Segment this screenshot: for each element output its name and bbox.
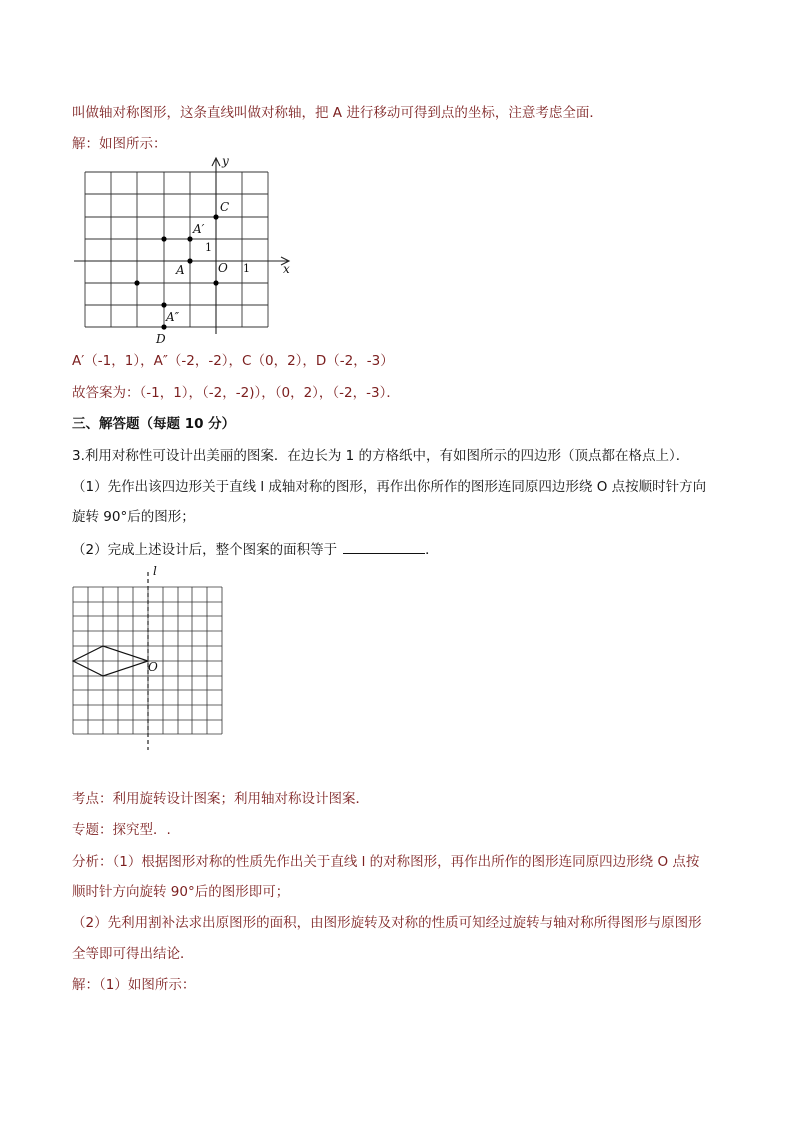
intro-text: 叫做轴对称图形，这条直线叫做对称轴，把 A 进行移动可得到点的坐标，注意考虑全面．: [72, 105, 603, 121]
kaodian-line: 考点：利用旋转设计图案；利用轴对称设计图案．: [72, 791, 369, 807]
point-C: [213, 214, 218, 219]
point-A: [187, 258, 192, 263]
label-A-prime: A′: [193, 222, 205, 236]
question-3-stem: 3.利用对称性可设计出美丽的图案．在边长为 1 的方格纸中，有如图所示的四边形（顶点都在格点上）．: [72, 448, 690, 464]
zhuanti-line: 专题：探究型．.: [72, 822, 171, 838]
coords-line: A′（-1，1），A″（-2，-2），C（0，2），D（-2，-3）: [72, 353, 394, 369]
point-A-prime: [187, 236, 192, 241]
jie-line: 解：（1）如图所示：: [72, 977, 196, 993]
question-3-part2-text: （2）完成上述设计后，整个图案的面积等于: [72, 542, 338, 558]
point-unlabeled-2: [213, 280, 218, 285]
solution-label: 解：如图所示：: [72, 136, 167, 152]
y-axis-label: y: [222, 154, 229, 168]
grid-lines: [85, 172, 268, 327]
point-unlabeled: [161, 236, 166, 241]
point-A-double-prime: [161, 302, 166, 307]
label-one-y: 1: [205, 241, 212, 254]
label-C: C: [220, 200, 230, 214]
question-3-part1-line2: 旋转 90°后的图形；: [72, 509, 195, 525]
coordinate-grid-figure: [70, 152, 300, 350]
design-grid-figure: [68, 562, 228, 754]
point-D: [161, 324, 166, 329]
label-A-double-prime: A″: [166, 310, 180, 324]
question-3-part2: （2）完成上述设计后，整个图案的面积等于 ．: [72, 539, 439, 560]
label-A: A: [176, 263, 185, 277]
fenxi-line-1: 分析：（1）根据图形对称的性质先作出关于直线 l 的对称图形，再作出所作的图形连同原四边形绕 O 点按: [72, 854, 700, 870]
section-heading: 三、解答题（每题 10 分）: [72, 416, 236, 432]
answer-blank: [343, 539, 425, 554]
point-unlabeled-3: [134, 280, 139, 285]
label-one-x: 1: [243, 262, 250, 275]
line-l-label: l: [153, 564, 157, 578]
question-3-part1-line1: （1）先作出该四边形关于直线 l 成轴对称的图形，再作出你所作的图形连同原四边形绕 O 点按顺时针方向: [72, 479, 707, 495]
x-axis-label: x: [283, 262, 290, 276]
fenxi-line-2: 顺时针方向旋转 90°后的图形即可；: [72, 884, 290, 900]
label-D: D: [156, 332, 166, 346]
fenxi-line-4: 全等即可得出结论．: [72, 946, 194, 962]
fenxi-line-3: （2）先利用割补法求出原图形的面积，由图形旋转及对称的性质可知经过旋转与轴对称所得图形与原图形: [72, 915, 702, 931]
label-O: O: [218, 261, 228, 275]
answer-line: 故答案为：（-1，1），（-2，-2)），（0，2），（-2，-3）．: [72, 385, 400, 401]
point-O-label: O: [148, 660, 158, 674]
